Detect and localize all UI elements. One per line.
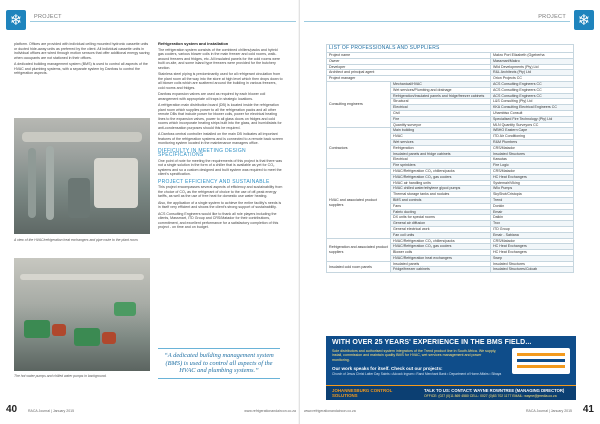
page-header xyxy=(6,10,296,30)
row-category: Fabric ducting xyxy=(391,209,491,215)
header-rule xyxy=(304,21,570,22)
right-page xyxy=(300,0,600,424)
row-value: SkyShot/Cristopia xyxy=(491,192,574,198)
magazine-issue: RACA Journal | January 2015 xyxy=(525,409,572,413)
ad-contact-details: OFFICE: (027 (0)11 869 4580 CELL: 0027 (0)83 702 1177 EMAIL: wayne@jmedia.co.za xyxy=(424,394,557,398)
section-label: PROJECT xyxy=(538,14,566,20)
photo-caption: A view of the HVAC/refrigeration heat exchangers and pipe route to the plant room. xyxy=(14,238,139,242)
row-value: Daikin xyxy=(491,215,574,221)
row-value: Makro Port Elizabeth (Ggeberha xyxy=(491,53,574,59)
page-number: 41 xyxy=(582,404,594,415)
row-value: Wilo Pumps xyxy=(491,186,574,192)
row-value: CRS/Matador xyxy=(491,238,574,244)
row-value: Kawutas xyxy=(491,157,574,163)
row-category: Quantity surveyor xyxy=(391,122,491,128)
row-category: Structural xyxy=(391,99,491,105)
row-category: HVAC/Refrigeration CO₂ gas coolers xyxy=(391,244,491,250)
row-value: HC Heat Exchangers xyxy=(491,250,574,256)
row-value: L&S Consulting (Pty) Ltd xyxy=(491,99,574,105)
page-footer xyxy=(304,404,594,416)
row-value: Emair - Sabiana xyxy=(491,232,574,238)
row-category: HVAC/Refrigeration heat exchangers xyxy=(391,255,491,261)
row-category: Civil xyxy=(391,110,491,116)
heat-exchanger-photo xyxy=(14,118,150,234)
row-value: Insulated Structures/Colcab xyxy=(491,267,574,273)
row-label: Developer xyxy=(327,64,491,70)
row-category: Electrical xyxy=(391,105,491,111)
paragraph: Stainless steel piping is predominantly used for all refrigerant circulation from the plant room all the way into the store at high level which then drops down to all blower coils which are scattered around the building in various freezers, cold rooms and fridges. xyxy=(158,72,283,90)
pull-quote xyxy=(158,348,280,379)
row-label: Project manager xyxy=(327,76,491,82)
group-label: Refrigeration and associated product suppliers xyxy=(327,238,391,261)
row-category: Wet services xyxy=(391,139,491,145)
row-category: Fire sprinklers xyxy=(391,163,491,169)
ad-company-name: JOHANNESBURG CONTROL SOLUTIONS xyxy=(332,388,393,398)
row-value: CRS/Matador xyxy=(491,145,574,151)
row-value: ACS Consulting Engineers CC xyxy=(491,93,574,99)
row-category: General air diffusion xyxy=(391,221,491,227)
photo-caption: The hot water pumps and chilled water pumps in background. xyxy=(14,374,107,378)
row-category: HVAC chilled water/ethylene glycol pumps xyxy=(391,186,491,192)
row-value: Fire Logic xyxy=(491,163,574,169)
ad-contact-heading: TALK TO US: CONTACT: WAYNE ROWNTREE (MANAGING DIRECTOR) xyxy=(424,388,565,393)
website-link[interactable]: www.refrigerationandaircon.co.za xyxy=(244,409,296,413)
pumps-photo xyxy=(14,258,150,371)
group-label: HVAC and associated product suppliers xyxy=(327,168,391,238)
row-value: Systemair/Viking xyxy=(491,180,574,186)
row-category: Fans xyxy=(391,203,491,209)
row-category: Fire xyxy=(391,116,491,122)
row-value: HC Heat Exchangers xyxy=(491,244,574,250)
row-value: R&L Architects (Pty) Ltd xyxy=(491,70,574,76)
magazine-issue: RACA Journal | January 2015 xyxy=(28,409,75,413)
row-value: Donkin xyxy=(491,203,574,209)
row-value: Specialised Fire Technology (Pty) Ltd xyxy=(491,116,574,122)
website-link[interactable]: www.refrigerationandaircon.co.za xyxy=(304,409,356,413)
row-value: WBHO Eastern Cape xyxy=(491,128,574,134)
paragraph: The refrigeration system consists of the combined chillers/packs and hybrid gas coolers, various blower coils in the main freezer and cold rooms, walk-around freezers and fridges, etc. All insulated panels for the cold rooms were built on-site, and some island type freezers were provided for the butchery section. xyxy=(158,47,281,70)
row-category: BMS and controls xyxy=(391,197,491,203)
pull-quote-text: “A dedicated building management system (BMS) is used to control all aspects of the HVAC and plumbing systems.” xyxy=(164,352,274,374)
row-value: ITD Group xyxy=(491,226,574,232)
row-value: Wild Developments (Pty) Ltd xyxy=(491,64,574,70)
left-column xyxy=(14,42,150,78)
row-category: General electrical work xyxy=(391,226,491,232)
section-label: PROJECT xyxy=(34,14,62,20)
row-category: HVAC air handling units xyxy=(391,180,491,186)
row-value: Swep xyxy=(491,255,574,261)
paragraph: One point of note for meeting the requirements of this project is that there was not a single solution in the form of a chiller that is available as yet for CO₂ systems and so a custom designed and built system was required to meet the client’s specification. xyxy=(158,158,283,176)
section-heading: PROJECT EFFICIENCY AND SUSTAINABLE xyxy=(158,178,270,185)
group-label: Consulting engineers xyxy=(327,81,391,127)
subheading: Refrigeration system and installation xyxy=(158,41,229,46)
section-heading: DIFFICULTY IN MEETING DESIGN SPECIFICATIONS xyxy=(158,147,246,158)
right-column xyxy=(158,42,284,232)
row-category: Refrigeration/Insulated panels and fridge/freezer cabinets xyxy=(391,93,491,99)
snowflake-icon: ❄ xyxy=(6,10,26,30)
row-value: Massmart/Makro xyxy=(491,58,574,64)
header-rule xyxy=(30,21,296,22)
row-category: Electrical xyxy=(391,157,491,163)
paragraph: A dedicated building management system (BMS) is used to control all aspects of the HVAC and plumbing systems, with a separate system by Danfoss to control the refrigeration aspects. xyxy=(14,62,148,75)
snowflake-icon: ❄ xyxy=(574,10,594,30)
row-category: HVAC/Refrigeration CO₂ gas coolers xyxy=(391,174,491,180)
row-category: Insulated panels xyxy=(391,261,491,267)
row-value: Trox xyxy=(491,221,574,227)
row-value: ACS Consulting Engineers CC xyxy=(491,81,574,87)
ad-contact-bar xyxy=(326,385,576,400)
group-label: Contractors xyxy=(327,128,391,169)
row-value: KKA Consulting Electrical Engineers CC xyxy=(491,105,574,111)
row-category: Wet services/Plumbing and drainage xyxy=(391,87,491,93)
paragraph: Danfoss expansion valves are used as required by each blower coil arrangement with appropriate oil traps in strategic locations. xyxy=(158,92,266,101)
row-label: Architect and principal agent xyxy=(327,70,491,76)
paragraph: ACS Consulting Engineers would like to thank all role players including the clients, Massmart, ITD Group and CRS/Matador for their contributions, commitment, and excellent performance for a satisfactory completion of this project - on time and on budget. xyxy=(158,211,279,229)
paragraph: Also, the application of a single system to achieve the entire facility’s needs is in itself very efficient and shows the client’s strong support of sustainability. xyxy=(158,200,282,209)
row-value: Insulated Structures xyxy=(491,261,574,267)
row-category: HVAC/Refrigeration CO₂ chillers/packs xyxy=(391,168,491,174)
row-category: Mechanical/HVAC xyxy=(391,81,491,87)
ad-headline: WITH OVER 25 YEARS' EXPERIENCE IN THE BMS FIELD... xyxy=(332,339,532,346)
row-value: Orion Projects CC xyxy=(491,76,574,82)
row-category: Main building xyxy=(391,128,491,134)
row-label: Owner xyxy=(327,58,491,64)
professionals-table xyxy=(326,44,574,273)
paragraph: A Danfoss central controller installed on the main DB indicates all important features of the refrigeration systems and is connected to a remote back screen monitoring system located in the maintenance managers office. xyxy=(158,132,284,145)
row-value: ITD Air Conditioning xyxy=(491,134,574,140)
row-category: HVAC xyxy=(391,134,491,140)
paragraph: This project encompasses several aspects of efficiency and sustainability from the choice of CO₂ as the refrigerant of choice to the use of off-peak energy tariffs, as well as the use of free heat for domestic use water heating. xyxy=(158,185,283,198)
ad-logo-image xyxy=(512,348,570,374)
row-category: Fan coil units xyxy=(391,232,491,238)
row-category: Fridge/freezer cabinets xyxy=(391,267,491,273)
row-value: ACS Consulting Engineers CC xyxy=(491,87,574,93)
page-number: 40 xyxy=(6,404,18,415)
group-label: Insulated cold room panels xyxy=(327,261,391,273)
row-category: Blower coils xyxy=(391,250,491,256)
row-value: Insulated Structures xyxy=(491,151,574,157)
row-value: HC Heat Exchangers xyxy=(491,174,574,180)
page-header xyxy=(304,10,594,30)
row-category: Refrigeration xyxy=(391,145,491,151)
paragraph: A refrigeration main distribution board (DB) is located inside the refrigeration plant room which supplies power to all the refrigeration packs and all other remote DBs that include power for blower coils, power for electrical heating lines to the expansion valves, power to all glass doors on fridges and cold rooms which incorporate heating strips built into the glass, and humidistats for anti-condensation purposes should this be required. xyxy=(158,103,282,130)
ad-subhead: Our work speaks for itself. Check out our projects: xyxy=(332,366,443,371)
page-footer xyxy=(6,404,296,416)
row-category: Insulated panels and fridge cabinets xyxy=(391,151,491,157)
row-value: CRS/Matador xyxy=(491,168,574,174)
table-title: LIST OF PROFESSIONALS AND SUPPLIERS xyxy=(327,45,574,53)
row-value: Emair xyxy=(491,209,574,215)
row-category: DX units for special rooms xyxy=(391,215,491,221)
advertisement[interactable] xyxy=(326,336,576,400)
row-label: Project name xyxy=(327,53,491,59)
row-category: HVAC/Refrigeration CO₂ chillers/packs xyxy=(391,238,491,244)
row-value: Uhambiso Consult xyxy=(491,110,574,116)
row-category: Thermal storage tanks and nodules xyxy=(391,192,491,198)
paragraph: platform. Offices are provided with individual ceiling mounted hydronic cassette units or ducted hide-away units as preferred by the client. All individual cassette units in individual offices are wired through motion sensors that offer additional energy saving when occupants are not stationed in their offices. xyxy=(14,42,150,60)
ad-references: Church of Jesus Christ Latter Day Saints • Adcock Ingram • Rand Merchant Bank • Department of Home Affairs • Sibaya xyxy=(332,372,502,376)
row-value: Trend xyxy=(491,197,574,203)
ad-body: Sole distributors and authorised system integrators of the Trend product line in South Africa. We supply, install, commission and maintain quality BMS for HVAC, wet services management and power monitoring. xyxy=(332,349,497,362)
row-value: MLN Quantity Surveyors CC xyxy=(491,122,574,128)
row-value: R&M Plumbers xyxy=(491,139,574,145)
